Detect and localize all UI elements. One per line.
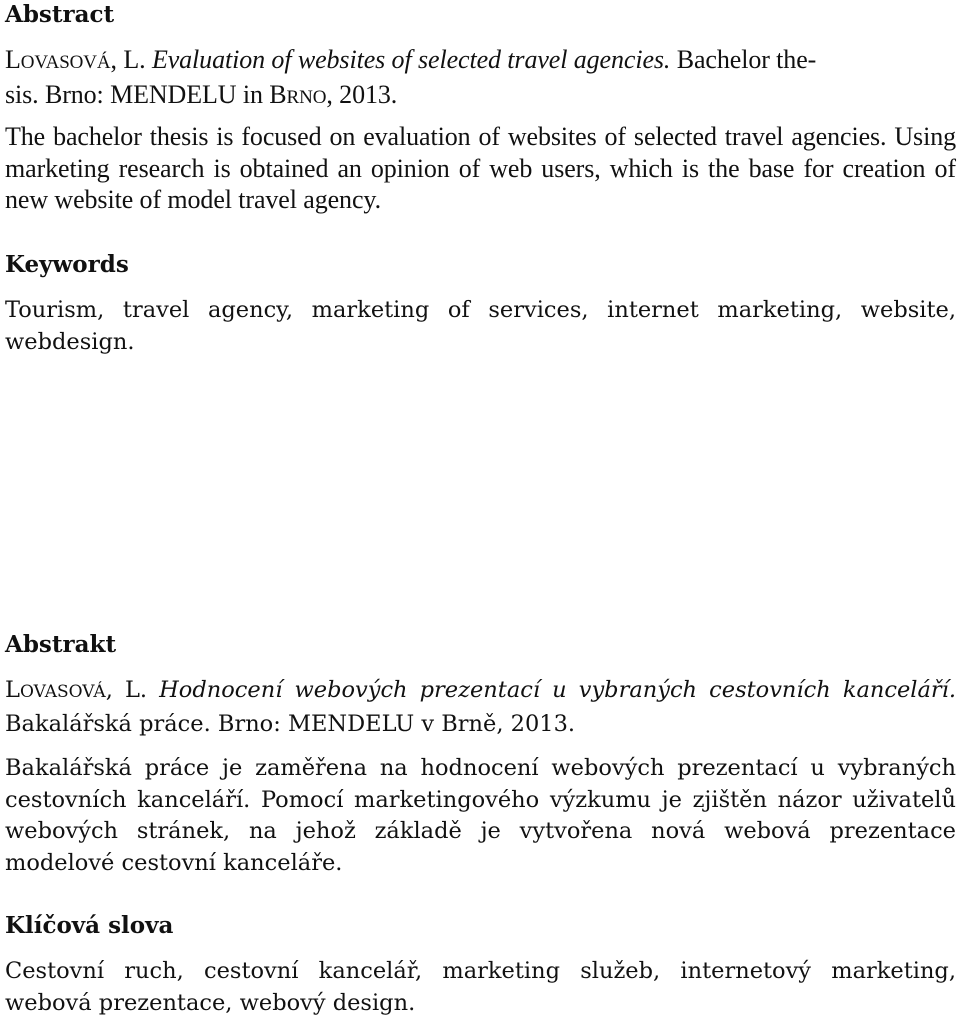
citation-author-suffix: , L. xyxy=(105,677,160,703)
abstract-citation xyxy=(5,44,956,113)
keywords-heading: Keywords xyxy=(5,251,129,278)
abstrakt-heading: Abstrakt xyxy=(5,631,117,658)
citation-city-smallcaps: RNO xyxy=(286,86,327,108)
klicova-slova-heading: Klíčová slova xyxy=(5,912,174,939)
citation-rest: Bakalářská práce. Brno: MENDELU v Brně, 2013. xyxy=(5,710,576,737)
citation-title: Hodnocení webových prezentací u vybraných cestovních kanceláří. xyxy=(159,677,956,703)
citation-line2: sis. Brno: MENDELU in B xyxy=(5,79,287,109)
citation-author-initial: L xyxy=(5,45,21,74)
citation-author-smallcaps: OVASOVÁ xyxy=(20,52,111,73)
abstract-body: The bachelor thesis is focused on evaluation of websites of selected travel agencies. Using marketing research is obtained an opinion of web users, which is the base for creation of new website of model travel agency. xyxy=(5,122,956,214)
citation-author-suffix: , L. xyxy=(110,45,152,74)
citation-rest: Bachelor the- xyxy=(670,45,817,74)
abstrakt-citation xyxy=(5,675,956,740)
abstrakt-body: Bakalářská práce je zaměřena na hodnocení webových prezentací u vybraných cestovních kanceláří. Pomocí marketingového výzkumu je zjištěn názor uživatelů webových stránek, na jehož základě je vytvořena nová webová prezentace modelové cestovní kanceláře. xyxy=(5,755,956,876)
klicova-slova-body: Cestovní ruch, cestovní kancelář, marketing služeb, internetový marketing, webová prezentace, webový design. xyxy=(5,958,956,1016)
keywords-body: Tourism, travel agency, marketing of services, internet marketing, website, webdesign. xyxy=(5,297,956,355)
citation-year: , 2013. xyxy=(326,79,398,109)
citation-author-smallcaps: OVASOVÁ xyxy=(19,682,106,702)
citation-title: Evaluation of websites of selected travel agencies. xyxy=(151,45,671,74)
abstract-heading: Abstract xyxy=(5,1,115,28)
citation-author-initial: L xyxy=(5,677,20,703)
